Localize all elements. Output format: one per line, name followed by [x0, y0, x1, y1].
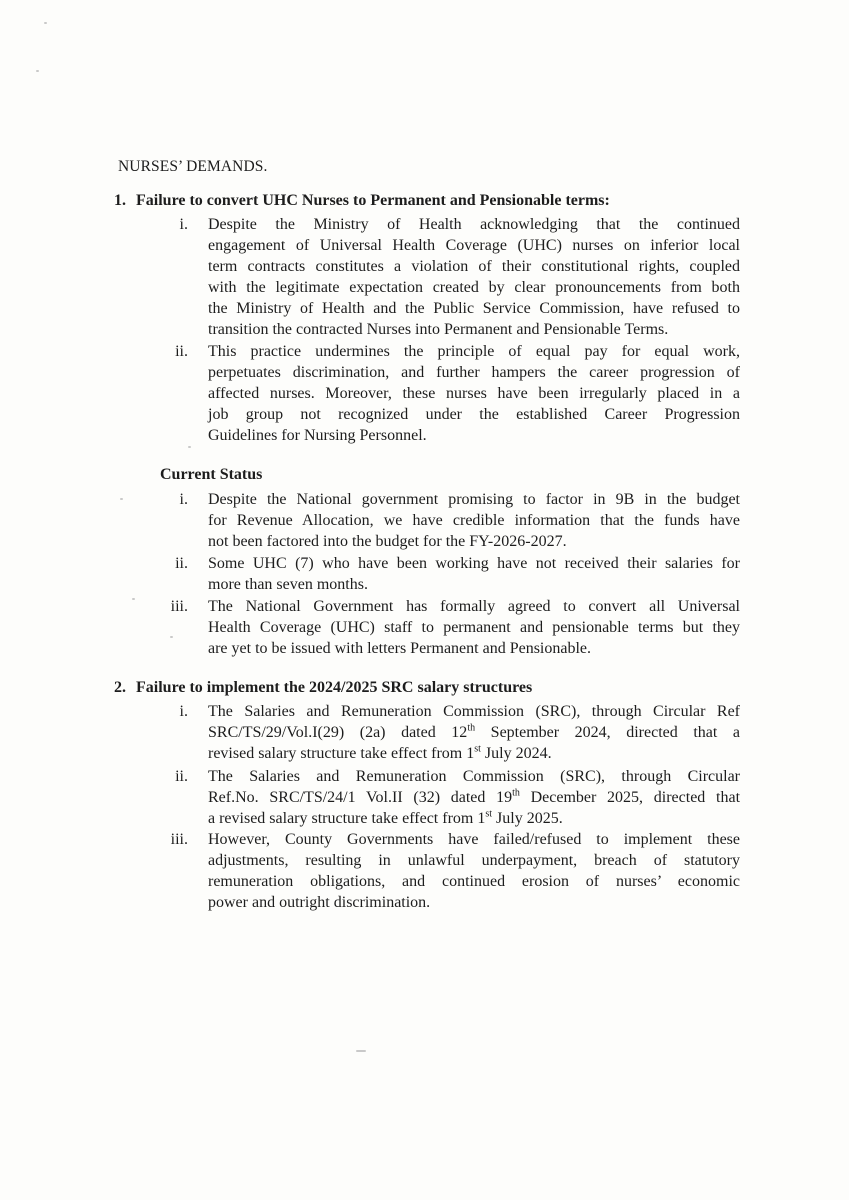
text-line: The Salaries and Remuneration Commission (SRC), through Circular: [208, 768, 740, 785]
section-1-item-ii: [150, 341, 740, 446]
section-1-title: Failure to convert UHC Nurses to Permanent and Pensionable terms:: [136, 192, 610, 209]
text-line: term contracts constitutes a violation of their constitutional rights, coupled: [208, 258, 740, 275]
scan-speck: [188, 446, 191, 448]
text-line: The National Government has formally agreed to convert all Universal: [208, 598, 740, 615]
current-status-item-i: [150, 489, 740, 552]
section-2-item-iii: [150, 829, 740, 913]
item-text: [208, 214, 740, 340]
text-line: Health Coverage (UHC) staff to permanent and pensionable terms but they: [208, 619, 740, 636]
item-text: [208, 596, 740, 659]
section-1-item-i: [150, 214, 740, 340]
text-line: a revised salary structure take effect from 1st July 2025.: [208, 808, 563, 827]
text-line: for Revenue Allocation, we have credible information that the funds have: [208, 512, 740, 529]
text-line: Despite the Ministry of Health acknowledging that the continued: [208, 216, 740, 233]
text-line: revised salary structure take effect from 1st July 2024.: [208, 743, 552, 762]
item-text: [208, 829, 740, 913]
item-numeral: i.: [179, 216, 188, 233]
text-line: SRC/TS/29/Vol.I(29) (2a) dated 12th September 2024, directed that a: [208, 722, 741, 741]
text-line: remuneration obligations, and continued erosion of nurses’ economic: [208, 873, 740, 890]
current-status-title: Current Status: [160, 466, 263, 483]
item-text: [208, 489, 740, 552]
scan-speck: [356, 1050, 366, 1052]
scan-speck: [132, 598, 135, 600]
text-line: Despite the National government promising to factor in 9B in the budget: [208, 491, 740, 508]
text-line: not been factored into the budget for the FY-2026-2027.: [208, 533, 567, 550]
item-numeral: i.: [179, 703, 188, 720]
current-status-item-iii: [150, 596, 740, 659]
text-line: job group not recognized under the established Career Progression: [208, 406, 740, 423]
text-line: The Salaries and Remuneration Commission (SRC), through Circular Ref: [208, 703, 740, 720]
item-numeral: iii.: [170, 831, 188, 848]
text-line: power and outright discrimination.: [208, 894, 431, 911]
section-2-item-ii: [150, 766, 740, 829]
item-numeral: ii.: [175, 768, 188, 785]
current-status-item-ii: [150, 553, 740, 595]
section-2-number: 2.: [114, 679, 126, 696]
text-line: However, County Governments have failed/refused to implement these: [208, 831, 740, 848]
item-numeral: iii.: [170, 598, 188, 615]
text-line: are yet to be issued with letters Permanent and Pensionable.: [208, 640, 592, 657]
text-line: transition the contracted Nurses into Permanent and Pensionable Terms.: [208, 321, 669, 338]
section-1-title-row: [114, 192, 610, 210]
item-text: [208, 701, 740, 764]
text-line: engagement of Universal Health Coverage (UHC) nurses on inferior local: [208, 237, 740, 254]
scan-speck: [36, 70, 39, 72]
text-line: affected nurses. Moreover, these nurses have been irregularly placed in a: [208, 385, 740, 402]
text-line: more than seven months.: [208, 576, 368, 593]
text-line: Guidelines for Nursing Personnel.: [208, 427, 427, 444]
scan-speck: [44, 22, 47, 24]
scan-speck: [170, 636, 173, 638]
item-text: [208, 766, 740, 829]
text-line: Ref.No. SRC/TS/24/1 Vol.II (32) dated 19th December 2025, directed that: [208, 787, 741, 806]
section-2-item-i: [150, 701, 740, 764]
text-line: adjustments, resulting in unlawful underpayment, breach of statutory: [208, 852, 740, 869]
scan-speck: [120, 498, 123, 500]
text-line: Some UHC (7) who have been working have not received their salaries for: [208, 555, 740, 572]
text-line: with the legitimate expectation created by clear pronouncements from both: [208, 279, 740, 296]
section-2-title-row: [114, 679, 532, 697]
item-numeral: ii.: [175, 343, 188, 360]
item-numeral: ii.: [175, 555, 188, 572]
item-numeral: i.: [179, 491, 188, 508]
item-text: [208, 341, 740, 446]
text-line: the Ministry of Health and the Public Service Commission, have refused to: [208, 300, 740, 317]
text-line: perpetuates discrimination, and further hampers the career progression of: [208, 364, 740, 381]
text-line: This practice undermines the principle of equal pay for equal work,: [208, 343, 740, 360]
section-1-number: 1.: [114, 192, 126, 209]
section-2-title: Failure to implement the 2024/2025 SRC salary structures: [136, 679, 533, 696]
page-heading: NURSES’ DEMANDS.: [118, 158, 268, 175]
item-text: [208, 553, 740, 595]
